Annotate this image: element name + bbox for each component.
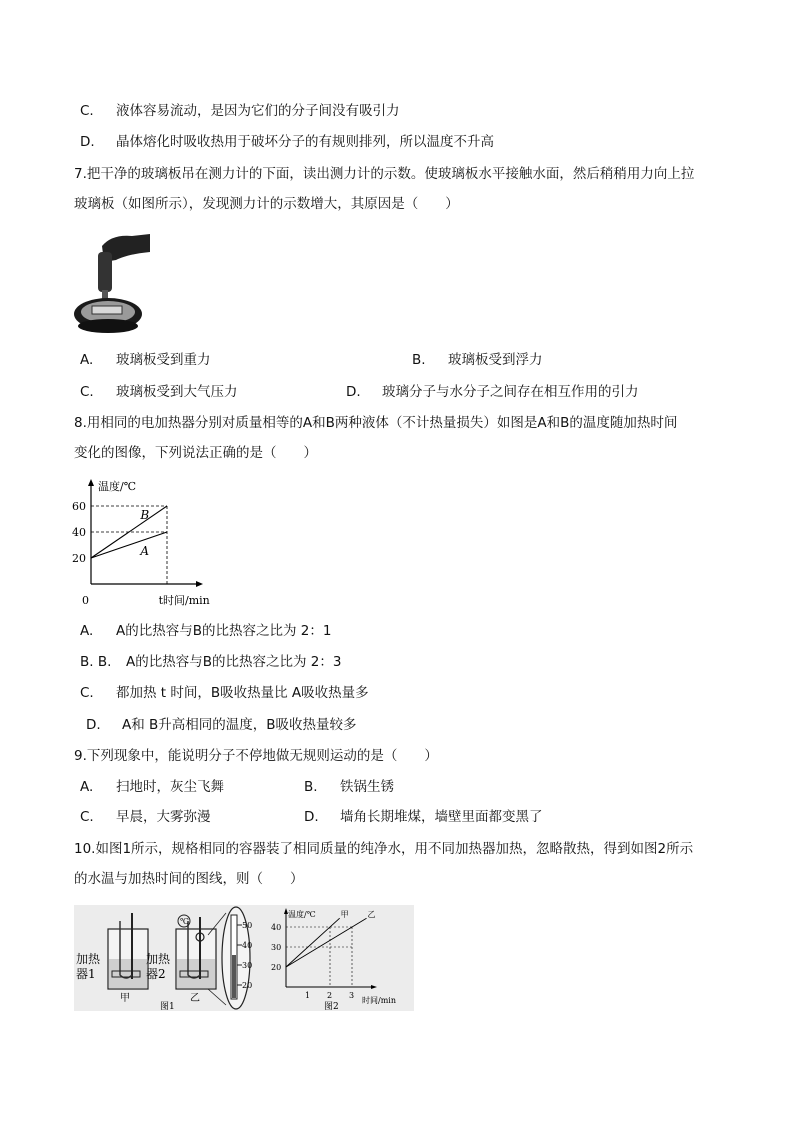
heater2-label-line2: 器2	[146, 967, 166, 981]
q9-option-a	[80, 778, 224, 796]
option-text: 玻璃板受到重力	[116, 352, 211, 368]
option-label: D.	[80, 134, 95, 150]
option-label: D.	[346, 384, 361, 400]
x-axis-label: 时间/min	[362, 996, 396, 1005]
origin-label: 0	[82, 594, 89, 607]
q8-stem-line2: 变化的图像，下列说法正确的是（ ）	[74, 445, 317, 461]
series-line-A	[91, 532, 167, 558]
q7-option-b	[412, 351, 543, 369]
option-label: D.	[86, 717, 101, 733]
thermo-tick-30: 30	[242, 961, 253, 970]
series-label-2: 乙	[367, 910, 376, 920]
heater2-label-line1: 加热	[146, 952, 171, 966]
q8-option-d	[86, 716, 357, 734]
y-tick-label: 60	[72, 500, 86, 513]
option-text: 玻璃板受到浮力	[448, 352, 543, 368]
option-label: B.	[304, 779, 318, 795]
heater1-label-line1: 加热	[76, 952, 101, 966]
q8-stem-line1: 8.用相同的电加热器分别对质量相等的A和B两种液体（不计热量损失）如图是A和B的温度随加热时间	[74, 415, 678, 431]
series-label-B: B	[140, 508, 150, 523]
q9-option-b	[304, 778, 394, 796]
glass-plate-photo	[72, 232, 152, 336]
q8-option-c	[80, 684, 369, 702]
option-label: B. B.	[80, 654, 112, 670]
series-label-A: A	[140, 544, 150, 559]
q6-option-c	[80, 102, 400, 120]
figure-1-caption: 图1	[160, 1002, 175, 1011]
q9-option-c	[80, 808, 211, 826]
option-text: 液体容易流动，是因为它们的分子间没有吸引力	[116, 103, 400, 119]
option-text: 晶体熔化时吸收热用于破坏分子的有规则排列，所以温度不升高	[116, 134, 494, 150]
q10-figure	[74, 905, 414, 1011]
beaker2-label: 乙	[190, 993, 200, 1004]
x-tick-label: 3	[349, 991, 355, 1000]
option-label: A.	[80, 779, 94, 795]
q8-option-b	[80, 653, 341, 671]
y-tick-label: 20	[271, 963, 282, 972]
option-label: D.	[304, 809, 319, 825]
q8-option-a	[80, 622, 331, 640]
option-label: A.	[80, 623, 94, 639]
x-axis-arrow	[371, 985, 377, 989]
x-tick-label: 2	[327, 991, 333, 1000]
option-label: B.	[412, 352, 426, 368]
y-tick-label: 40	[271, 923, 282, 932]
option-text: A和 B升高相同的温度，B吸收热量较多	[122, 717, 357, 733]
x-axis-label: 时间/min	[163, 594, 210, 607]
thermo-tick-40: 40	[242, 941, 253, 950]
x-axis-arrow	[196, 581, 203, 587]
option-text: 墙角长期堆煤，墙壁里面都变黑了	[340, 809, 543, 825]
option-label: C.	[80, 809, 94, 825]
thermo-tick-50: 50	[242, 921, 253, 930]
q10-stem-line1: 10.如图1所示，规格相同的容器装了相同质量的纯净水，用不同加热器加热，忽略散热，得到如图2所示	[74, 841, 694, 857]
thermo-tick-20: 20	[242, 981, 253, 990]
option-text: A的比热容与B的比热容之比为 2：1	[116, 623, 332, 639]
figure-1-apparatus	[76, 907, 252, 1011]
q7-option-d	[346, 383, 639, 401]
y-axis-label: 温度/℃	[288, 910, 316, 919]
q7-stem-line2: 玻璃板（如图所示），发现测力计的示数增大，其原因是（ ）	[74, 196, 459, 212]
q6-option-d	[80, 133, 494, 151]
q8-chart	[70, 476, 250, 610]
y-tick-label: 30	[271, 943, 282, 952]
beaker1-label: 甲	[120, 993, 130, 1004]
option-text: 铁锅生锈	[340, 779, 394, 795]
option-text: 玻璃分子与水分子之间存在相互作用的引力	[382, 384, 639, 400]
x-tick-label: 1	[305, 991, 311, 1000]
series-line-2	[286, 918, 367, 967]
series-line-1	[286, 918, 340, 967]
option-text: 扫地时，灰尘飞舞	[116, 779, 224, 795]
option-label: C.	[80, 685, 94, 701]
q7-option-c	[80, 383, 238, 401]
series-label-1: 甲	[340, 910, 349, 920]
option-text: 都加热 t 时间，B吸收热量比 A吸收热量多	[116, 685, 369, 701]
y-tick-label: 20	[72, 552, 86, 565]
figure-2-chart	[271, 908, 396, 1011]
x-tick-label-t: t	[158, 594, 163, 607]
option-label: A.	[80, 352, 94, 368]
option-label: C.	[80, 103, 94, 119]
heater1-label-line2: 器1	[76, 967, 96, 981]
y-axis-arrow	[88, 479, 94, 486]
q7-stem-line1: 7.把干净的玻璃板吊在测力计的下面，读出测力计的示数。使玻璃板水平接触水面，然后稍稍用力向上拉	[74, 166, 695, 182]
option-text: 玻璃板受到大气压力	[116, 384, 238, 400]
y-axis-label: 温度/℃	[98, 480, 137, 493]
figure-2-caption: 图2	[324, 1002, 339, 1011]
option-label: C.	[80, 384, 94, 400]
q9-stem: 9.下列现象中，能说明分子不停地做无规则运动的是（ ）	[74, 748, 438, 764]
option-text: 早晨，大雾弥漫	[116, 809, 211, 825]
option-text: A的比热容与B的比热容之比为 2：3	[126, 654, 342, 670]
y-tick-label: 40	[72, 526, 86, 539]
q10-stem-line2: 的水温与加热时间的图线，则（ ）	[74, 871, 304, 887]
q7-option-a	[80, 351, 211, 369]
q9-option-d	[304, 808, 543, 826]
thermo-unit-label: ℃	[180, 917, 189, 926]
